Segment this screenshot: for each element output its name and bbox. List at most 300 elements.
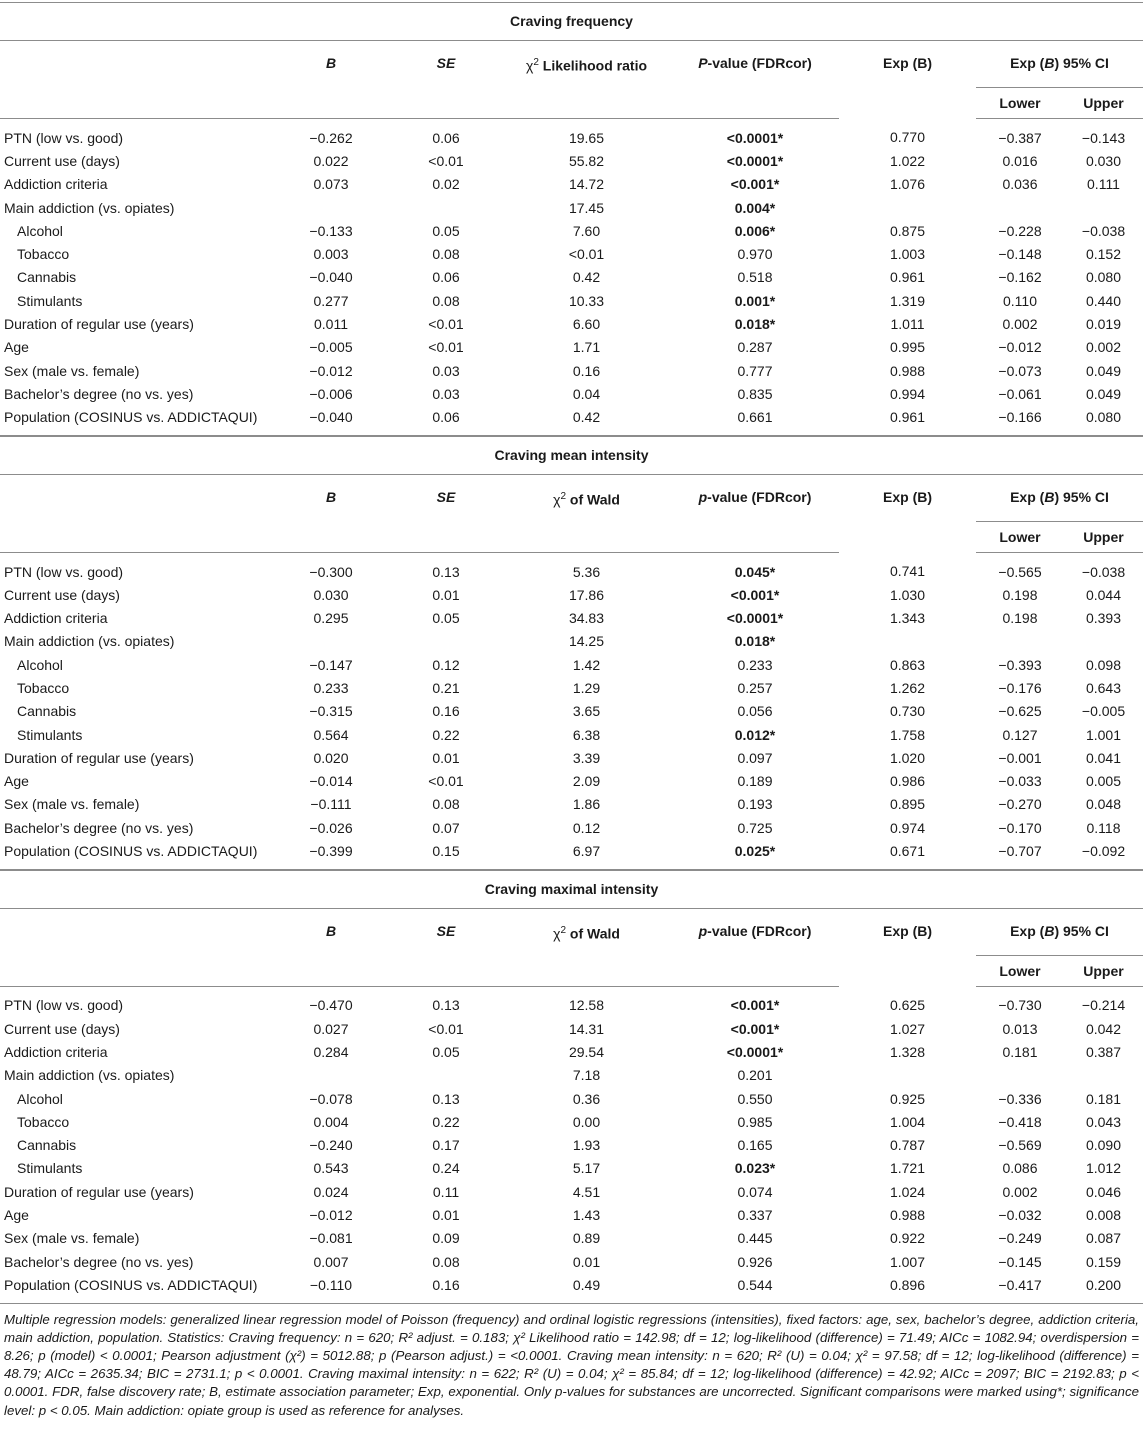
cell-exp-b: 0.994	[889, 385, 926, 402]
cell-ci-upper: 0.090	[1085, 1137, 1122, 1154]
cell-p-value: <0.0001*	[726, 1043, 784, 1060]
cell-b: −0.110	[309, 1276, 353, 1293]
cell-se: 0.11	[432, 1183, 460, 1200]
cell-ci-upper: 0.049	[1085, 362, 1122, 379]
cell-p-value: 0.257	[737, 679, 773, 696]
row-label: Stimulants	[17, 726, 83, 743]
cell-se: 0.13	[432, 997, 460, 1014]
header-lower: Lower	[976, 955, 1064, 986]
ci-b-letter: B	[1044, 55, 1055, 71]
cell-exp-b: 0.988	[889, 362, 926, 379]
cell-se: 0.13	[432, 563, 460, 580]
section-title: Craving mean intensity	[0, 436, 1143, 475]
table-row	[0, 173, 1143, 196]
cell-exp-b: 1.020	[889, 749, 926, 766]
cell-p-value: 0.970	[737, 246, 773, 263]
header-blank	[0, 41, 272, 119]
cell-b: 0.233	[313, 679, 349, 696]
cell-chi: 55.82	[568, 152, 605, 169]
cell-b: −0.470	[309, 997, 353, 1014]
row-label: Bachelor’s degree (no vs. yes)	[4, 1253, 194, 1270]
cell-exp-b: 1.003	[889, 246, 926, 263]
cell-p-value: 0.001*	[734, 292, 776, 309]
cell-se: 0.22	[432, 726, 460, 743]
cell-se: 0.08	[432, 292, 460, 309]
cell-exp-b: 0.986	[889, 773, 926, 790]
table-row	[0, 1087, 1143, 1110]
header-exp-b: Exp (B)	[883, 488, 932, 505]
cell-p-value: 0.661	[737, 409, 773, 426]
header-p-value	[671, 41, 839, 119]
row-label: Tobacco	[17, 246, 70, 263]
table-row	[0, 676, 1143, 699]
cell-ci-lower: 0.181	[1002, 1043, 1038, 1060]
cell-ci-upper: 0.080	[1085, 409, 1122, 426]
table-row	[0, 1134, 1143, 1157]
header-upper: Upper	[1064, 955, 1143, 986]
cell-ci-upper: 0.044	[1085, 586, 1122, 603]
cell-exp-b: 1.011	[890, 316, 925, 333]
table-row	[0, 1273, 1143, 1303]
cell-se: 0.12	[432, 656, 460, 673]
table-row	[0, 552, 1143, 583]
cell-se: 0.09	[432, 1230, 460, 1247]
cell-se: 0.06	[432, 129, 460, 146]
cell-ci-upper: 0.181	[1085, 1090, 1122, 1107]
row-label: PTN (low vs. good)	[4, 997, 124, 1014]
cell-se: 0.03	[432, 385, 460, 402]
chi-label: Likelihood ratio	[542, 57, 648, 74]
cell-b: −0.012	[309, 362, 353, 379]
cell-chi: 0.36	[572, 1090, 601, 1107]
row-label: Age	[4, 1207, 29, 1224]
ci-label: 95% CI	[1063, 488, 1109, 505]
section-title: Craving frequency	[0, 2, 1143, 41]
cell-exp-b: 0.741	[889, 563, 926, 580]
cell-p-value: 0.018*	[734, 316, 776, 333]
cell-chi: 0.42	[572, 409, 601, 426]
cell-ci-upper: −0.092	[1081, 843, 1126, 860]
cell-chi: 3.39	[572, 749, 601, 766]
p-letter: p	[698, 922, 708, 939]
chi-superscript: 2	[560, 490, 566, 502]
cell-ci-lower: −0.012	[998, 339, 1042, 356]
cell-exp-b	[839, 1064, 976, 1087]
cell-ci-lower: −0.707	[998, 843, 1042, 860]
cell-p-value: 0.835	[737, 385, 773, 402]
cell-p-value: <0.0001*	[726, 610, 784, 627]
row-label: Population (COSINUS vs. ADDICTAQUI)	[4, 1276, 258, 1293]
p-label: -value (FDRcor)	[707, 488, 812, 505]
cell-exp-b	[839, 630, 976, 653]
cell-chi: 0.12	[572, 819, 601, 836]
cell-exp-b: 0.730	[889, 703, 926, 720]
table-row	[0, 196, 1143, 219]
cell-exp-b: 1.319	[889, 292, 926, 309]
cell-b: −0.040	[309, 409, 353, 426]
chi-superscript: 2	[560, 924, 566, 936]
table-row	[0, 630, 1143, 653]
cell-chi: 6.97	[572, 843, 601, 860]
cell-chi: 12.58	[568, 997, 605, 1014]
cell-ci-upper: 0.080	[1085, 269, 1122, 286]
cell-chi: 0.49	[572, 1276, 601, 1293]
cell-b: −0.026	[309, 819, 353, 836]
chi-symbol: χ	[525, 57, 534, 74]
cell-b: −0.315	[309, 703, 353, 720]
cell-ci-lower: −0.249	[998, 1230, 1042, 1247]
cell-ci-lower: 0.036	[1002, 176, 1038, 193]
cell-se: 0.16	[432, 703, 460, 720]
cell-ci-lower: −0.033	[998, 773, 1042, 790]
cell-ci-lower: 0.086	[1002, 1160, 1038, 1177]
cell-p-value: 0.006*	[734, 222, 776, 239]
cell-se: <0.01	[428, 339, 464, 356]
cell-ci-upper: 0.049	[1085, 385, 1122, 402]
cell-ci-upper: 0.111	[1087, 176, 1120, 193]
cell-p-value: 0.233	[737, 656, 773, 673]
table-row	[0, 119, 1143, 150]
row-label: Age	[4, 339, 29, 356]
header-b: B	[272, 475, 390, 553]
header-row	[0, 909, 1143, 956]
cell-ci-upper: −0.005	[1081, 703, 1126, 720]
cell-chi: 0.01	[572, 1253, 601, 1270]
cell-ci-upper: 1.001	[1085, 726, 1122, 743]
cell-se: 0.05	[432, 610, 460, 627]
header-exp-b: Exp (B)	[883, 922, 932, 939]
row-label: Bachelor’s degree (no vs. yes)	[4, 819, 194, 836]
cell-chi: 1.71	[572, 339, 601, 356]
section-title: Craving maximal intensity	[0, 870, 1143, 909]
cell-chi: 14.25	[568, 633, 605, 650]
cell-b: −0.005	[309, 339, 353, 356]
cell-ci-lower	[976, 630, 1064, 653]
cell-p-value: <0.001*	[730, 586, 780, 603]
cell-p-value: 0.018*	[734, 633, 776, 650]
cell-chi: 10.33	[568, 292, 605, 309]
cell-chi: 14.31	[568, 1020, 605, 1037]
cell-ci-upper: 0.048	[1085, 796, 1122, 813]
cell-exp-b: 0.787	[889, 1137, 926, 1154]
cell-p-value: 0.550	[737, 1090, 773, 1107]
header-blank	[0, 475, 272, 553]
cell-b: −0.300	[309, 563, 353, 580]
cell-ci-upper: −0.038	[1081, 222, 1126, 239]
row-label: Sex (male vs. female)	[4, 1230, 140, 1247]
table-row	[0, 770, 1143, 793]
cell-p-value: 0.193	[737, 796, 773, 813]
cell-ci-upper: 0.043	[1085, 1113, 1122, 1130]
p-label: -value (FDRcor)	[707, 922, 812, 939]
cell-se: 0.22	[432, 1113, 460, 1130]
cell-ci-upper: 0.440	[1085, 292, 1122, 309]
cell-se: 0.05	[432, 1043, 460, 1060]
row-label: Cannabis	[17, 703, 77, 720]
cell-exp-b: 0.896	[889, 1276, 926, 1293]
cell-p-value: <0.0001*	[726, 129, 784, 146]
cell-ci-lower	[976, 196, 1064, 219]
cell-exp-b: 1.022	[889, 152, 926, 169]
cell-b: −0.111	[310, 796, 352, 813]
row-label: Main addiction (vs. opiates)	[4, 199, 175, 216]
cell-p-value: 0.445	[737, 1230, 773, 1247]
cell-exp-b: 0.863	[889, 656, 926, 673]
cell-chi: 1.43	[572, 1207, 601, 1224]
cell-ci-upper: 0.008	[1085, 1207, 1122, 1224]
table-row	[0, 606, 1143, 629]
header-upper: Upper	[1064, 88, 1143, 119]
cell-ci-lower: −0.170	[998, 819, 1042, 836]
table-row	[0, 1180, 1143, 1203]
cell-b	[272, 196, 390, 219]
cell-ci-lower: 0.002	[1002, 1183, 1038, 1200]
cell-se: <0.01	[428, 773, 464, 790]
cell-exp-b	[839, 196, 976, 219]
cell-p-value: 0.287	[737, 339, 773, 356]
cell-se: <0.01	[428, 152, 464, 169]
cell-exp-b: 1.328	[889, 1043, 926, 1060]
cell-p-value: 0.544	[737, 1276, 773, 1293]
row-label: Cannabis	[17, 269, 77, 286]
row-label: Alcohol	[17, 222, 63, 239]
cell-se: 0.02	[432, 176, 460, 193]
cell-ci-upper: 0.643	[1085, 679, 1122, 696]
table-footnote: Multiple regression models: generalized linear regression model of Poisson (frequency) and ordinal logistic regressions (intensities), fixed factors: age, sex, bachelor’s degree, addiction criteria, main addiction, population. Statistics: Craving frequency: n = 620; R² adjust. = 0.183; χ² Likelihood ratio = 142.98; df = 12; log-likelihood (difference) = 71.49; AICc = 1082.94; overdispersion = 8.26; p (model) < 0.0001; Pearson adjustment (χ²) = 5012.88; p (Pearson adjust.) = <0.0001. Craving mean intensity: n = 620; R² (U) = 0.04; χ² = 97.58; df = 12; log-likelihood (difference) = 48.79; AICc = 2635.34; BIC = 2731.1; p < 0.0001. Craving maximal intensity: n = 622; R² (U) = 0.04; χ² = 85.84; df = 12; log-likelihood (difference) = 42.92; AICc = 2097; BIC = 2192.83; p < 0.0001. FDR, false discovery rate; B, estimate association parameter; Exp, exponential. Only p-values for substances are uncorrected. Significant comparisons were marked using*; significance level: p < 0.05. Main addiction: opiate group is used as reference for analyses.	[4, 1311, 1139, 1418]
regression-table	[0, 41, 1143, 436]
cell-ci-upper: 0.087	[1085, 1230, 1122, 1247]
cell-exp-b: 0.671	[889, 843, 926, 860]
header-exp-b-ci: Exp (B) 95% CI	[976, 909, 1143, 956]
cell-b: −0.014	[309, 773, 353, 790]
p-label: -value (FDRcor)	[707, 55, 812, 71]
cell-chi: 5.36	[572, 563, 601, 580]
header-se: SE	[390, 41, 502, 119]
row-label: Main addiction (vs. opiates)	[4, 1067, 175, 1084]
cell-b: 0.030	[313, 586, 349, 603]
cell-chi: 7.60	[572, 222, 601, 239]
cell-p-value: 0.518	[737, 269, 773, 286]
cell-se: 0.05	[432, 222, 460, 239]
header-blank	[0, 909, 272, 987]
chi-symbol: χ	[553, 491, 561, 508]
cell-p-value: 0.056	[737, 703, 773, 720]
row-label: Sex (male vs. female)	[4, 362, 140, 379]
cell-ci-upper: 0.152	[1085, 246, 1122, 263]
cell-ci-lower: 0.127	[1002, 726, 1038, 743]
cell-se: 0.08	[432, 1253, 460, 1270]
p-letter: p	[698, 488, 708, 505]
cell-ci-lower: −0.625	[998, 703, 1042, 720]
cell-ci-upper: 0.046	[1085, 1183, 1122, 1200]
table-row	[0, 266, 1143, 289]
cell-b: 0.295	[313, 610, 349, 627]
cell-p-value: 0.777	[737, 362, 773, 379]
cell-ci-lower: −0.073	[998, 362, 1042, 379]
cell-b: 0.564	[313, 726, 349, 743]
cell-p-value: 0.074	[737, 1183, 773, 1200]
cell-ci-upper: 0.019	[1085, 316, 1122, 333]
header-se: SE	[390, 909, 502, 987]
cell-chi: 6.38	[572, 726, 601, 743]
header-upper: Upper	[1064, 521, 1143, 552]
cell-ci-upper	[1064, 630, 1143, 653]
ci-label: 95% CI	[1063, 55, 1109, 71]
cell-exp-b: 0.974	[889, 819, 926, 836]
table-row	[0, 793, 1143, 816]
ci-label: 95% CI	[1063, 922, 1109, 939]
cell-ci-lower: 0.013	[1002, 1020, 1038, 1037]
cell-ci-upper: 0.393	[1085, 610, 1122, 627]
cell-p-value: 0.926	[737, 1253, 773, 1270]
cell-ci-lower: −0.228	[998, 222, 1042, 239]
row-label: Duration of regular use (years)	[4, 749, 194, 766]
cell-chi: 3.65	[572, 703, 601, 720]
cell-exp-b: 1.721	[889, 1160, 926, 1177]
cell-b: −0.040	[309, 269, 353, 286]
cell-se: 0.01	[432, 586, 460, 603]
cell-se: 0.24	[432, 1160, 460, 1177]
cell-se: 0.06	[432, 269, 460, 286]
table-row	[0, 149, 1143, 172]
cell-chi: 17.45	[568, 199, 605, 216]
cell-se: 0.17	[432, 1137, 460, 1154]
table-row	[0, 986, 1143, 1017]
table-row	[0, 723, 1143, 746]
cell-exp-b: 0.770	[889, 129, 926, 146]
cell-se	[390, 196, 502, 219]
row-label: Addiction criteria	[4, 610, 108, 627]
table-row	[0, 1227, 1143, 1250]
table-row	[0, 406, 1143, 436]
row-label: Alcohol	[17, 1090, 63, 1107]
cell-b: 0.284	[313, 1043, 349, 1060]
chi-label: of Wald	[569, 491, 620, 508]
cell-ci-upper: 0.030	[1085, 152, 1122, 169]
cell-b: 0.024	[313, 1183, 349, 1200]
table-row	[0, 336, 1143, 359]
cell-p-value: 0.012*	[734, 726, 776, 743]
cell-p-value: 0.189	[737, 773, 773, 790]
table-row	[0, 289, 1143, 312]
header-p-value	[671, 475, 839, 553]
cell-p-value: <0.001*	[730, 1020, 780, 1037]
cell-chi: 2.09	[572, 773, 601, 790]
cell-exp-b: 0.625	[889, 997, 926, 1014]
row-label: Alcohol	[17, 656, 63, 673]
cell-p-value: 0.004*	[734, 199, 776, 216]
row-label: Current use (days)	[4, 586, 120, 603]
ci-b-letter: B	[1044, 488, 1055, 505]
cell-b	[272, 1064, 390, 1087]
cell-ci-lower: −0.393	[998, 656, 1042, 673]
cell-ci-lower: −0.565	[998, 563, 1042, 580]
row-label: PTN (low vs. good)	[4, 129, 124, 146]
cell-se: 0.07	[432, 819, 460, 836]
row-label: Stimulants	[17, 292, 83, 309]
cell-b: 0.022	[313, 152, 349, 169]
row-label: Duration of regular use (years)	[4, 1183, 194, 1200]
cell-chi: 1.86	[572, 796, 601, 813]
table-row	[0, 1203, 1143, 1226]
regression-table-document	[0, 2, 1143, 1420]
ci-b-letter: B	[1044, 922, 1055, 939]
table-row	[0, 382, 1143, 405]
row-label: Main addiction (vs. opiates)	[4, 633, 175, 650]
table-row	[0, 1017, 1143, 1040]
cell-b: −0.012	[309, 1207, 353, 1224]
cell-ci-lower: 0.002	[1002, 316, 1038, 333]
cell-chi: 0.04	[572, 385, 601, 402]
cell-b: −0.081	[309, 1230, 353, 1247]
table-row	[0, 242, 1143, 265]
cell-ci-lower: −0.569	[998, 1137, 1042, 1154]
cell-b: 0.003	[313, 246, 349, 263]
cell-se: <0.01	[428, 316, 464, 333]
table-row	[0, 1157, 1143, 1180]
cell-chi: 7.18	[572, 1067, 601, 1084]
cell-ci-lower: −0.061	[998, 385, 1042, 402]
cell-se	[390, 1064, 502, 1087]
cell-exp-b: 1.076	[889, 176, 926, 193]
chi-symbol: χ	[553, 925, 561, 942]
cell-ci-lower: −0.032	[998, 1207, 1042, 1224]
row-label: Sex (male vs. female)	[4, 796, 140, 813]
row-label: Bachelor’s degree (no vs. yes)	[4, 385, 194, 402]
cell-chi: 17.86	[568, 586, 605, 603]
header-exp-b-ci: Exp (B) 95% CI	[976, 475, 1143, 522]
cell-p-value: 0.097	[737, 749, 773, 766]
cell-p-value: 0.023*	[734, 1160, 776, 1177]
cell-ci-lower: 0.198	[1002, 610, 1038, 627]
cell-chi: 1.29	[572, 679, 601, 696]
cell-chi: 0.16	[572, 362, 601, 379]
cell-ci-lower: 0.110	[1003, 292, 1037, 309]
row-label: Population (COSINUS vs. ADDICTAQUI)	[4, 843, 258, 860]
cell-exp-b: 1.024	[889, 1183, 926, 1200]
cell-se: 0.16	[432, 1276, 460, 1293]
cell-ci-upper: 0.041	[1085, 749, 1122, 766]
header-lower: Lower	[976, 521, 1064, 552]
cell-ci-upper: 0.159	[1085, 1253, 1122, 1270]
cell-ci-upper: 0.005	[1085, 773, 1122, 790]
table-row	[0, 1040, 1143, 1063]
row-label: Current use (days)	[4, 1020, 120, 1037]
cell-chi: 5.17	[572, 1160, 601, 1177]
row-label: Population (COSINUS vs. ADDICTAQUI)	[4, 409, 258, 426]
header-chi-square	[502, 475, 671, 553]
table-row	[0, 359, 1143, 382]
table-row	[0, 700, 1143, 723]
cell-ci-upper: 0.387	[1085, 1043, 1122, 1060]
cell-exp-b: 1.007	[889, 1253, 926, 1270]
header-b: B	[272, 41, 390, 119]
cell-b	[272, 630, 390, 653]
cell-p-value: 0.337	[737, 1207, 773, 1224]
header-exp-b-ci: Exp (B) 95% CI	[976, 41, 1143, 88]
cell-chi: 1.93	[572, 1137, 601, 1154]
cell-b: 0.020	[313, 749, 349, 766]
cell-b: 0.073	[313, 176, 349, 193]
cell-b: 0.004	[313, 1113, 349, 1130]
cell-ci-lower: −0.387	[998, 129, 1042, 146]
cell-ci-upper: 0.118	[1086, 819, 1121, 836]
header-p-value	[671, 909, 839, 987]
cell-ci-upper: 0.200	[1085, 1276, 1122, 1293]
row-label: Tobacco	[17, 1113, 70, 1130]
cell-ci-upper: −0.214	[1081, 997, 1126, 1014]
cell-exp-b: 0.961	[889, 269, 926, 286]
